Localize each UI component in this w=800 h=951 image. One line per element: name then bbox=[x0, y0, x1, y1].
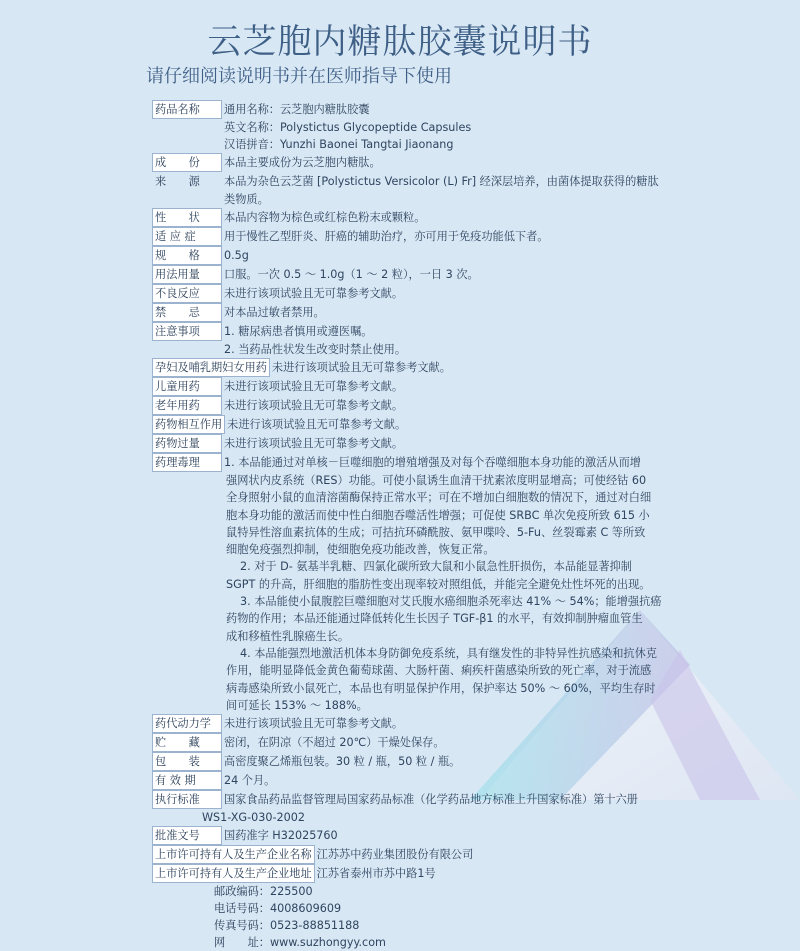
field-value: 英文名称：Polystictus Glycopeptide Capsules bbox=[224, 121, 472, 134]
text-line: 2. 对于 D- 氨基半乳糖、四氯化碳所致大鼠和小鼠急性肝损伤，本品能显著抑制 bbox=[240, 560, 632, 574]
field-label: 孕妇及哺乳期妇女用药 bbox=[152, 358, 270, 377]
field-label: 药物相互作用 bbox=[152, 415, 225, 434]
row-geriatric bbox=[152, 396, 792, 415]
row-specification bbox=[152, 246, 792, 265]
row-source-cont bbox=[152, 191, 792, 208]
field-value: 江苏苏中药业集团股份有限公司 bbox=[316, 848, 474, 862]
field-label: 规 格 bbox=[152, 246, 222, 265]
row-precautions bbox=[152, 322, 792, 341]
field-label: 贮 藏 bbox=[152, 733, 222, 752]
field-value: 2. 当药品性状发生改变时禁止使用。 bbox=[224, 343, 407, 356]
field-label: 药物过量 bbox=[152, 434, 222, 453]
row-pharmacokinetics bbox=[152, 714, 792, 733]
row-contraindications bbox=[152, 303, 792, 322]
row-pharmacology bbox=[152, 453, 792, 472]
field-value: 国家食品药品监督管理局国家药品标准（化学药品地方标准上升国家标准）第十六册 bbox=[224, 793, 638, 807]
field-label: 上市许可持有人及生产企业地址 bbox=[152, 864, 315, 883]
field-value: 本品为杂色云芝菌 [Polystictus Versicolor (L) Fr] 经深层培养，由菌体提取获得的糖肽 bbox=[224, 175, 659, 188]
info-section bbox=[152, 100, 792, 951]
row-english-name bbox=[152, 119, 792, 136]
field-value: 类物质。 bbox=[224, 193, 269, 206]
field-value: 本品主要成份为云芝胞内糖肽。 bbox=[224, 156, 381, 169]
field-value: 1. 本品能通过对单核－巨噬细胞的增殖增强及对每个吞噬细胞本身功能的激活从而增 bbox=[224, 456, 641, 469]
text-line: 鼠特异性溶血素抗体的生成；可拮抗环磷酰胺、氨甲喋呤、5-Fu、丝裂霉素 C 等所致 bbox=[226, 525, 646, 539]
field-value: 0.5g bbox=[224, 249, 249, 262]
row-fax bbox=[152, 917, 792, 934]
row-postal-code bbox=[152, 883, 792, 900]
text-line: 病毒感染所致小鼠死亡，本品也有明显保护作用，保护率达 50% ～ 60%，平均生存时 bbox=[226, 681, 656, 695]
row-interactions bbox=[152, 415, 792, 434]
field-value: 未进行该项试验且无可靠参考文献。 bbox=[224, 399, 404, 412]
contact-label: 邮政编码： bbox=[214, 885, 270, 899]
field-value: 口服。一次 0.5 ～ 1.0g（1 ～ 2 粒），一日 3 次。 bbox=[224, 268, 479, 281]
field-value: 江苏省泰州市苏中路1号 bbox=[316, 867, 436, 881]
field-label: 不良反应 bbox=[152, 284, 222, 303]
field-value: 本品内容物为棕色或红棕色粉末或颗粒。 bbox=[224, 211, 426, 224]
document-subtitle: 请仔细阅读说明书并在医师指导下使用 bbox=[146, 66, 452, 87]
contact-label: 网 址： bbox=[214, 936, 270, 950]
row-storage bbox=[152, 733, 792, 752]
text-line: 间可延长 153% ～ 188%。 bbox=[226, 698, 368, 712]
contact-value: 4008609609 bbox=[269, 902, 342, 916]
row-shelf-life bbox=[152, 771, 792, 790]
field-label: 包 装 bbox=[152, 752, 222, 771]
text-line: SGPT 的升高，肝细胞的脂肪性变出现率较对照组低，并能完全避免灶性坏死的出现。 bbox=[226, 577, 651, 591]
text-line: 药物的作用；本品还能通过降低转化生长因子 TGF-β1 的水平，有效抑制肿瘤血管生 bbox=[226, 612, 643, 626]
pharmacology-paragraph bbox=[152, 472, 792, 714]
field-value: 高密度聚乙烯瓶包装。30 粒 / 瓶，50 粒 / 瓶。 bbox=[224, 755, 461, 769]
row-drug-name bbox=[152, 100, 792, 119]
field-label: 成 份 bbox=[152, 153, 222, 172]
field-label: 有 效 期 bbox=[152, 771, 222, 790]
field-label: 老年用药 bbox=[152, 396, 222, 415]
field-value: 对本品过敏者禁用。 bbox=[224, 306, 325, 319]
field-label bbox=[152, 351, 222, 353]
field-value: 未进行该项试验且无可靠参考文献。 bbox=[271, 361, 451, 374]
row-source bbox=[152, 172, 792, 191]
field-value: 未进行该项试验且无可靠参考文献。 bbox=[224, 437, 404, 450]
contact-value: www.suzhongyy.com bbox=[269, 936, 386, 950]
field-label: 药品名称 bbox=[152, 100, 222, 119]
row-overdose bbox=[152, 434, 792, 453]
contact-value: 225500 bbox=[269, 885, 313, 899]
field-label: 注意事项 bbox=[152, 322, 222, 341]
row-standard-cont bbox=[152, 809, 792, 826]
field-label: 儿童用药 bbox=[152, 377, 222, 396]
field-value: 未进行该项试验且无可靠参考文献。 bbox=[224, 380, 404, 393]
field-value: 国药准字 H32025760 bbox=[224, 829, 338, 843]
field-value: 汉语拼音：Yunzhi Baonei Tangtai Jiaonang bbox=[224, 138, 454, 151]
text-line: 强网状内皮系统（RES）功能。可使小鼠诱生血清干扰素浓度明显增高；可使经钴 60 bbox=[226, 474, 647, 487]
field-label: 用法用量 bbox=[152, 265, 222, 284]
text-line: 细胞免疫强烈抑制，使细胞免疫功能改善，恢复正常。 bbox=[226, 543, 495, 557]
text-line: 4. 本品能强烈地激活机体本身防御免疫系统，具有继发性的非特异性抗感染和抗休克 bbox=[240, 646, 657, 660]
text-line: 作用，能明显降低金黄色葡萄球菌、大肠杆菌、痢疾杆菌感染所致的死亡率，对于流感 bbox=[226, 664, 652, 678]
field-value: 24 个月。 bbox=[224, 774, 276, 788]
row-pinyin bbox=[152, 136, 792, 153]
row-packaging bbox=[152, 752, 792, 771]
row-dosage bbox=[152, 265, 792, 284]
field-label bbox=[152, 201, 222, 203]
field-label: 适 应 症 bbox=[152, 227, 222, 246]
contact-label: 电话号码： bbox=[214, 902, 270, 916]
field-label: 来 源 bbox=[155, 175, 200, 188]
row-approval-number bbox=[152, 826, 792, 845]
row-appearance bbox=[152, 208, 792, 227]
field-label: 禁 忌 bbox=[152, 303, 222, 322]
field-label: 药代动力学 bbox=[152, 714, 222, 733]
row-pediatric bbox=[152, 377, 792, 396]
text-line: 胞本身功能的激活而使中性白细胞吞噬活性增强；可促使 SRBC 单次免疫所致 615 小 bbox=[226, 508, 650, 522]
row-website bbox=[152, 934, 792, 951]
row-manufacturer-address bbox=[152, 864, 792, 883]
row-standard bbox=[152, 790, 792, 809]
contact-label: 传真号码： bbox=[214, 919, 270, 933]
field-value: 1. 糖尿病患者慎用或遵医嘱。 bbox=[224, 325, 373, 338]
field-label: 药理毒理 bbox=[152, 453, 222, 472]
row-pregnancy bbox=[152, 358, 792, 377]
field-value: 用于慢性乙型肝炎、肝癌的辅助治疗，亦可用于免疫功能低下者。 bbox=[224, 230, 549, 243]
text-line: 成和移植性乳腺癌生长。 bbox=[226, 629, 350, 643]
field-label: 上市许可持有人及生产企业名称 bbox=[152, 845, 315, 864]
field-value: WS1-XG-030-2002 bbox=[202, 811, 305, 825]
contact-value: 0523-88851188 bbox=[269, 919, 360, 933]
text-line: 全身照射小鼠的血清溶菌酶保持正常水平；可在不增加白细胞数的情况下，通过对白细 bbox=[226, 491, 652, 505]
field-value: 未进行该项试验且无可靠参考文献。 bbox=[224, 287, 404, 300]
field-label bbox=[152, 146, 222, 148]
field-label: 批准文号 bbox=[152, 826, 222, 845]
row-manufacturer-name bbox=[152, 845, 792, 864]
field-label: 执行标准 bbox=[152, 790, 222, 809]
document-title: 云芝胞内糖肽胶囊说明书 bbox=[207, 22, 593, 62]
row-phone bbox=[152, 900, 792, 917]
field-value: 未进行该项试验且无可靠参考文献。 bbox=[227, 418, 407, 431]
row-indications bbox=[152, 227, 792, 246]
row-adverse-reactions bbox=[152, 284, 792, 303]
field-value: 通用名称：云芝胞内糖肽胶囊 bbox=[224, 103, 370, 116]
field-label bbox=[152, 129, 222, 131]
row-ingredients bbox=[152, 153, 792, 172]
field-value: 未进行该项试验且无可靠参考文献。 bbox=[224, 717, 404, 731]
row-precautions-cont bbox=[152, 341, 792, 358]
text-line: 3. 本品能使小鼠腹腔巨噬细胞对艾氏腹水癌细胞杀死率达 41% ～ 54%；能增强抗癌 bbox=[240, 595, 662, 609]
field-value: 密闭，在阴凉（不超过 20℃）干燥处保存。 bbox=[224, 736, 445, 750]
field-label: 性 状 bbox=[152, 208, 222, 227]
